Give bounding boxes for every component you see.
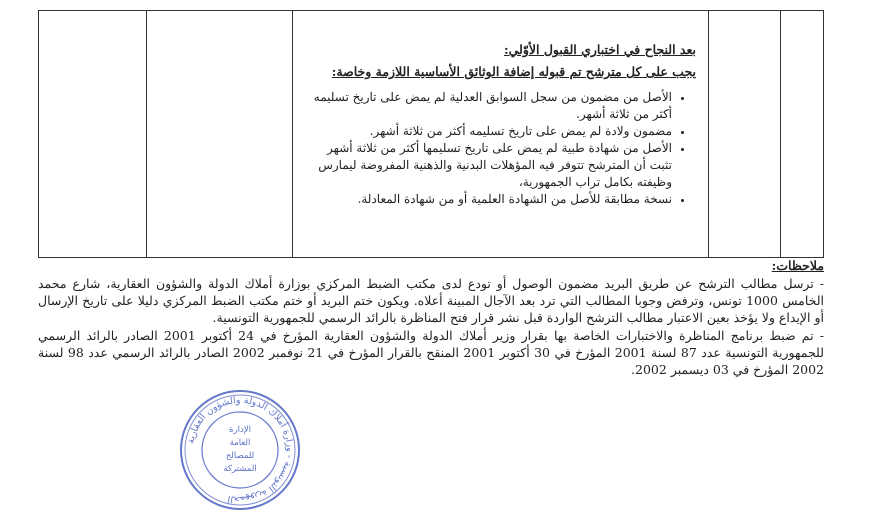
notes-paragraph: - ترسل مطالب الترشح عن طريق البريد مضمون الوصول أو تودع لدى مكتب الضبط المركزي بوزارة أملاك الدولة والشؤون العقارية، شارع محمد الخامس 1000 تونس، وترفض وجوبا المطالب التي ترد بعد الآجال المبينة أعلاه. ويكون ختم البريد أو ختم مكتب الضبط المركزي دليلا على تاريخ الإرسال أو الإيداع ولا يؤخذ بعين الاعتبار مطالب الترشح الواردة قبل نشر قرار فتح المناظرة بالرائد الرسمي للجمهورية التونسية. bbox=[38, 276, 824, 325]
stamp-inner-text: المشتركة bbox=[223, 464, 257, 474]
list-item: • الأصل من مضمون من سجل السوابق العدلية لم يمض على تاريخ تسليمه أكثر من ثلاثة أشهر. bbox=[302, 89, 672, 123]
table-column-divider bbox=[708, 11, 709, 257]
official-stamp-seal bbox=[178, 388, 302, 512]
documents-table bbox=[38, 10, 824, 258]
stamp-inner-text: للمصالح bbox=[225, 451, 255, 461]
table-cell-subheading: يجب على كل مترشح تم قبوله إضافة الوثائق الأساسية اللازمة وخاصة: bbox=[331, 64, 696, 79]
list-item: • نسخة مطابقة للأصل من الشهادة العلمية أو من شهادة المعادلة. bbox=[302, 191, 672, 208]
list-item: • الأصل من شهادة طبية لم يمض على تاريخ تسليمها أكثر من ثلاثة أشهر تثبت أن المترشح تتوفر فيه المؤهلات البدنية والذهنية المفروضة ليمارس وظيفته بكامل تراب الجمهورية، bbox=[302, 140, 672, 191]
list-item: • مضمون ولادة لم يمض على تاريخ تسليمه أكثر من ثلاثة أشهر. bbox=[302, 123, 672, 140]
table-column-divider bbox=[780, 11, 781, 257]
notes-paragraph: - تم ضبط برنامج المناظرة والاختبارات الخاصة بها بقرار وزير أملاك الدولة والشؤون العقارية المؤرخ في 24 أكتوبر 2001 الصادر بالرائد الرسمي للجمهورية التونسية عدد 87 لسنة 2001 المؤرخ في 30 أكتوبر 2001 المنقح بالقرار المؤرخ في 21 نوفمبر 2002 الصادر بالرائد الرسمي عدد 98 لسنة 2002 المؤرخ في 03 ديسمبر 2002. bbox=[38, 328, 824, 377]
table-column-divider bbox=[146, 11, 147, 257]
stamp-inner-text: العامة bbox=[229, 438, 251, 448]
table-cell-heading: بعد النجاح في اختباري القبول الأوّلي: bbox=[504, 42, 696, 57]
required-documents-cell bbox=[292, 11, 708, 257]
stamp-outer-text: الجمهورية التونسية - وزارة أملاك الدولة والشؤون العقارية bbox=[185, 394, 296, 506]
stamp-inner-text: الإدارة bbox=[229, 425, 251, 435]
notes-section bbox=[38, 257, 824, 378]
required-documents-list bbox=[302, 89, 696, 208]
notes-title: ملاحظات: bbox=[771, 258, 824, 273]
